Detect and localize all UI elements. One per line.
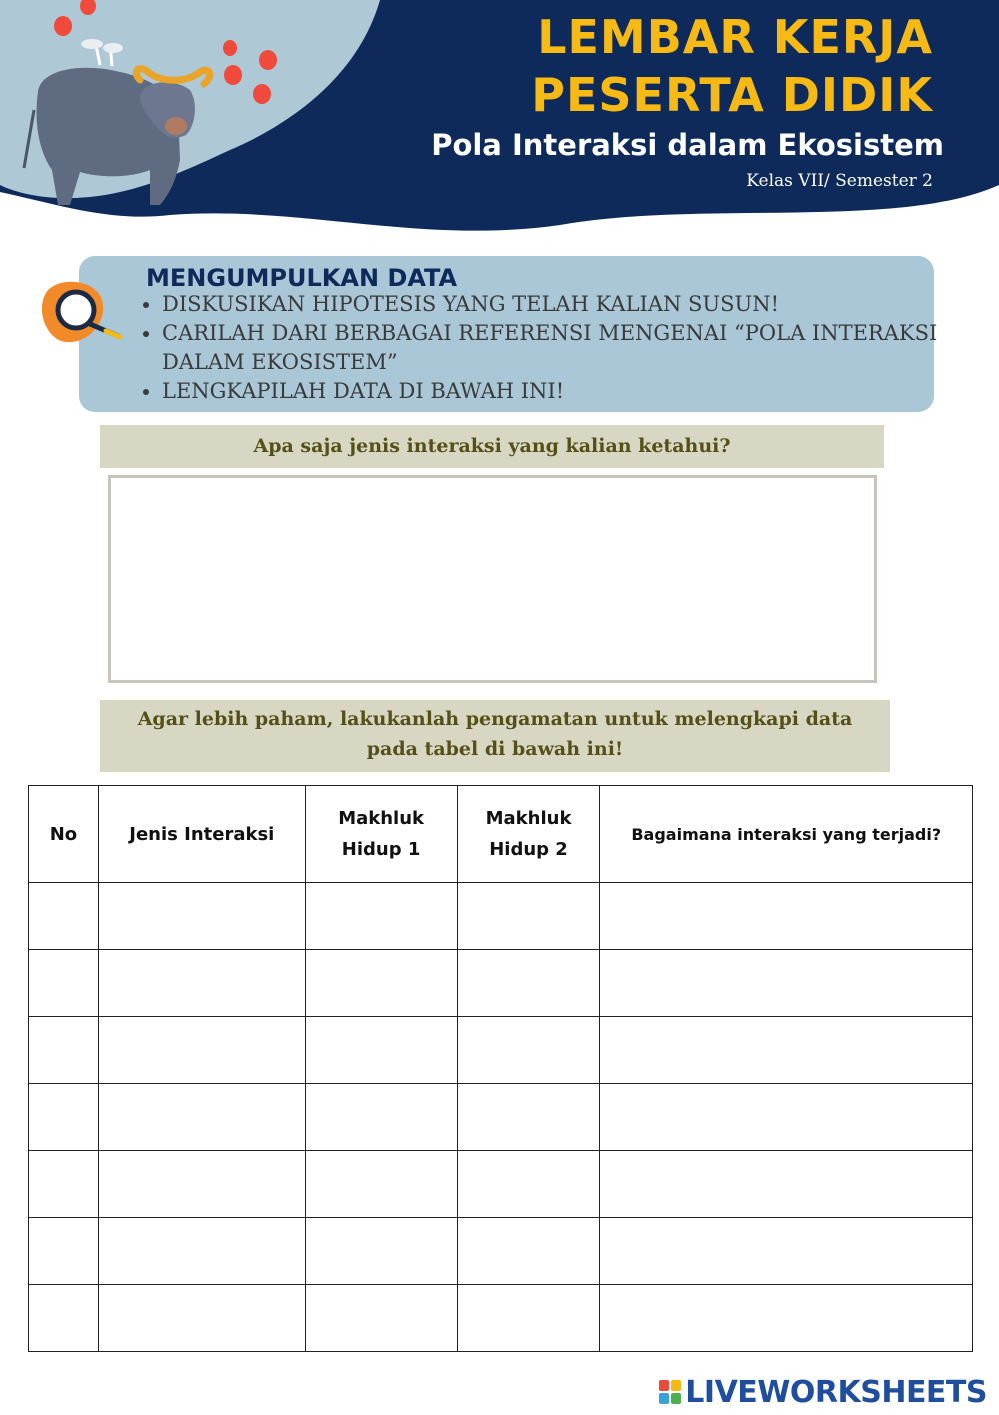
- table-row: [29, 1218, 973, 1285]
- table-row: [29, 1285, 973, 1352]
- worksheet-title-line2: PESERTA DIDIK: [531, 68, 933, 122]
- worksheet-title-line1: LEMBAR KERJA: [537, 10, 933, 64]
- cell-how-interaction[interactable]: [600, 1285, 973, 1352]
- liveworksheets-logo-icon: [659, 1380, 681, 1404]
- cell-interaction-type[interactable]: [98, 1084, 305, 1151]
- magnifier-icon: [40, 280, 130, 350]
- header-organism-1: Makhluk Hidup 1: [305, 786, 457, 883]
- table-row: [29, 950, 973, 1017]
- cell-no[interactable]: [29, 883, 99, 950]
- cell-how-interaction[interactable]: [600, 1218, 973, 1285]
- cell-organism-2[interactable]: [457, 950, 600, 1017]
- cell-organism-2[interactable]: [457, 1017, 600, 1084]
- answer-text-box[interactable]: [108, 475, 877, 683]
- cell-organism-2[interactable]: [457, 1084, 600, 1151]
- cell-how-interaction[interactable]: [600, 1084, 973, 1151]
- table-row: [29, 1084, 973, 1151]
- header-banner: [0, 0, 999, 240]
- cell-organism-1[interactable]: [305, 1151, 457, 1218]
- cell-interaction-type[interactable]: [98, 950, 305, 1017]
- cell-organism-1[interactable]: [305, 950, 457, 1017]
- cell-interaction-type[interactable]: [98, 1151, 305, 1218]
- cell-how-interaction[interactable]: [600, 950, 973, 1017]
- cell-no[interactable]: [29, 1017, 99, 1084]
- liveworksheets-logo: [659, 1374, 987, 1410]
- cell-interaction-type[interactable]: [98, 1218, 305, 1285]
- cell-organism-1[interactable]: [305, 1084, 457, 1151]
- instruction-line1: Agar lebih paham, lakukanlah pengamatan untuk melengkapi data: [137, 708, 853, 730]
- observation-table: [28, 785, 973, 1352]
- collect-data-title: MENGUMPULKAN DATA: [146, 264, 458, 292]
- cell-organism-1[interactable]: [305, 883, 457, 950]
- cell-no[interactable]: [29, 1218, 99, 1285]
- cell-how-interaction[interactable]: [600, 1151, 973, 1218]
- table-body: [29, 883, 973, 1352]
- instruction-line2: pada tabel di bawah ini!: [366, 738, 624, 760]
- cell-no[interactable]: [29, 1151, 99, 1218]
- header-no: No: [29, 786, 99, 883]
- class-semester-label: Kelas VII/ Semester 2: [746, 171, 933, 191]
- cell-organism-1[interactable]: [305, 1285, 457, 1352]
- cell-interaction-type[interactable]: [98, 883, 305, 950]
- cell-organism-2[interactable]: [457, 1218, 600, 1285]
- list-item: • CARILAH DARI BERBAGAI REFERENSI MENGENAI “POLA INTERAKSI DALAM EKOSISTEM”: [162, 319, 952, 377]
- cell-how-interaction[interactable]: [600, 883, 973, 950]
- worksheet-subtitle: Pola Interaksi dalam Ekosistem: [431, 128, 944, 162]
- header-interaction-type: Jenis Interaksi: [98, 786, 305, 883]
- list-item: • DISKUSIKAN HIPOTESIS YANG TELAH KALIAN SUSUN!: [162, 290, 952, 319]
- table-row: [29, 1151, 973, 1218]
- table-row: [29, 1017, 973, 1084]
- cell-no[interactable]: [29, 1084, 99, 1151]
- list-item: • LENGKAPILAH DATA DI BAWAH INI!: [162, 377, 952, 406]
- cell-how-interaction[interactable]: [600, 1017, 973, 1084]
- collect-data-list: [136, 290, 952, 406]
- cell-interaction-type[interactable]: [98, 1285, 305, 1352]
- cell-no[interactable]: [29, 950, 99, 1017]
- cell-organism-1[interactable]: [305, 1017, 457, 1084]
- liveworksheets-brand: LIVEWORKSHEETS: [685, 1374, 987, 1410]
- header-organism-2: Makhluk Hidup 2: [457, 786, 600, 883]
- instruction-heading: [100, 700, 890, 772]
- table-row: [29, 883, 973, 950]
- cell-interaction-type[interactable]: [98, 1017, 305, 1084]
- cell-organism-2[interactable]: [457, 1151, 600, 1218]
- question-heading: Apa saja jenis interaksi yang kalian ketahui?: [100, 425, 884, 468]
- cell-organism-1[interactable]: [305, 1218, 457, 1285]
- header-how-interaction: Bagaimana interaksi yang terjadi?: [600, 786, 973, 883]
- cell-organism-2[interactable]: [457, 883, 600, 950]
- cell-organism-2[interactable]: [457, 1285, 600, 1352]
- cell-no[interactable]: [29, 1285, 99, 1352]
- table-header-row: [29, 786, 973, 883]
